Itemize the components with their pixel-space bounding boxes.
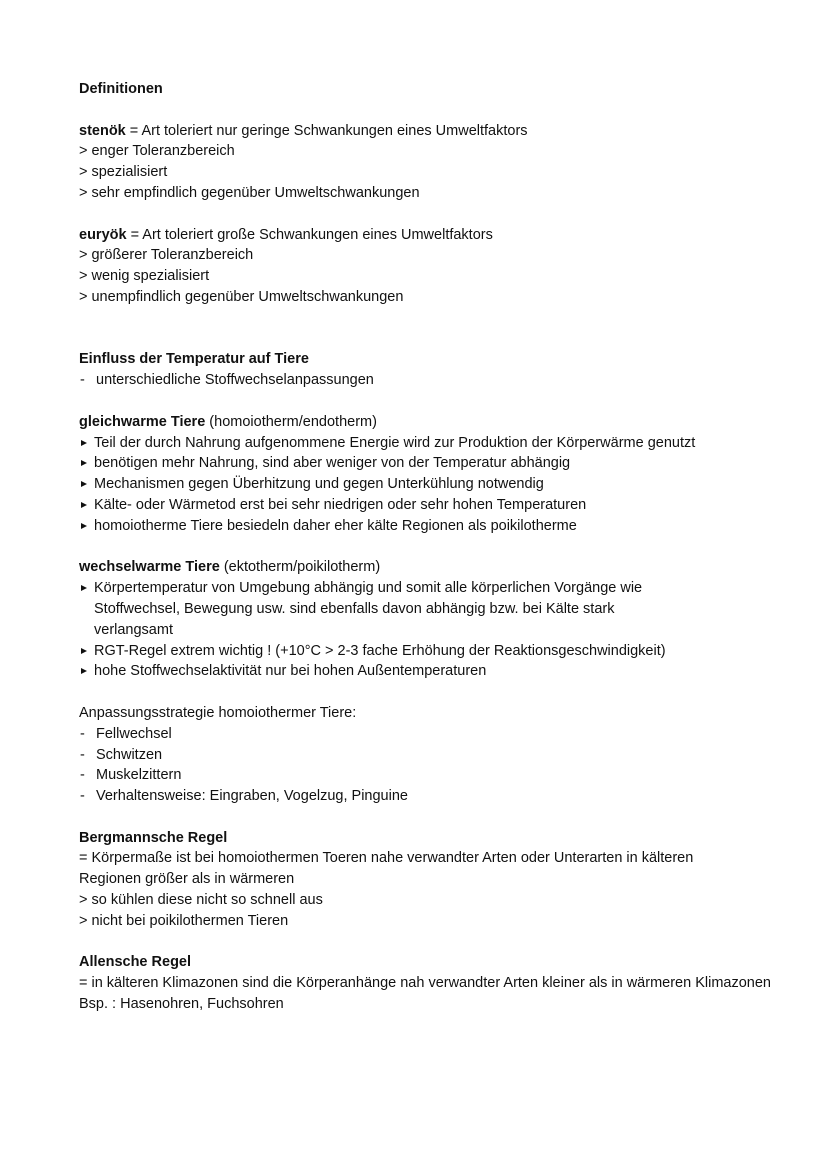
strategy-item: - Schwitzen bbox=[79, 745, 779, 766]
strategy-item: - Muskelzittern bbox=[79, 765, 779, 786]
triangle-bullet-icon bbox=[81, 440, 87, 446]
stenoek-point: > sehr empfindlich gegenüber Umweltschwankungen bbox=[79, 184, 420, 201]
homoiotherm-paren: (homoiotherm/endotherm) bbox=[205, 413, 377, 430]
triangle-bullet-icon bbox=[81, 523, 87, 529]
euryoek-point: > wenig spezialisiert bbox=[79, 268, 210, 285]
strategy-item: - Fellwechsel bbox=[79, 724, 779, 745]
homoiotherm-point: benötigen mehr Nahrung, sind aber weniger von der Temperatur abhängig bbox=[79, 453, 779, 474]
bergmann-heading: Bergmannsche Regel bbox=[79, 829, 228, 846]
temperature-intro bbox=[79, 370, 779, 391]
poikilotherm-heading bbox=[79, 557, 779, 578]
dash-bullet: - bbox=[80, 725, 85, 742]
stenoek-term: stenök bbox=[79, 122, 126, 139]
bergmann-point: > nicht bei poikilothermen Tieren bbox=[79, 912, 289, 929]
temperature-intro-text: unterschiedliche Stoffwechselanpassungen bbox=[96, 372, 374, 389]
euryoek-point: > unempfindlich gegenüber Umweltschwankungen bbox=[79, 288, 404, 305]
triangle-bullet-icon bbox=[81, 668, 87, 674]
triangle-bullet-icon bbox=[81, 460, 87, 466]
stenoek-point: > spezialisiert bbox=[79, 164, 168, 181]
homoiotherm-heading bbox=[79, 412, 779, 433]
bergmann-definition: = Körpermaße ist bei homoiothermen Toeren nahe verwandter Arten oder Unterarten in kälteren Regionen größer als in wärmeren bbox=[79, 850, 694, 888]
homoiotherm-point: Teil der durch Nahrung aufgenommene Energie wird zur Produktion der Körperwärme genutzt bbox=[79, 433, 779, 454]
allen-example: Bsp. : Hasenohren, Fuchsohren bbox=[79, 996, 284, 1013]
poikilotherm-point: RGT-Regel extrem wichtig ! (+10°C > 2-3 fache Erhöhung der Reaktionsgeschwindigkeit) bbox=[79, 641, 779, 662]
bergmann-point: > so kühlen diese nicht so schnell aus bbox=[79, 892, 323, 909]
allen-heading: Allensche Regel bbox=[79, 954, 192, 971]
dash-bullet: - bbox=[80, 372, 85, 389]
homoiotherm-point: homoiotherme Tiere besiedeln daher eher kälte Regionen als poikilotherme bbox=[79, 516, 779, 537]
stenoek-text: = Art toleriert nur geringe Schwankungen eines Umweltfaktors bbox=[125, 122, 528, 139]
triangle-bullet-icon bbox=[81, 502, 87, 508]
strategy-item: - Verhaltensweise: Eingraben, Vogelzug, Pinguine bbox=[79, 786, 779, 807]
euryoek-text: = Art toleriert große Schwankungen eines Umweltfaktors bbox=[126, 226, 493, 243]
stenoek-point: > enger Toleranzbereich bbox=[79, 143, 235, 160]
dash-bullet: - bbox=[80, 788, 85, 805]
euryoek-term: euryök bbox=[79, 226, 127, 243]
allen-definition: = in kälteren Klimazonen sind die Körperanhänge nah verwandter Arten kleiner als in wärmeren Klimazonen bbox=[79, 975, 771, 992]
poikilotherm-term: wechselwarme Tiere bbox=[79, 559, 220, 576]
homoiotherm-point: Mechanismen gegen Überhitzung und gegen Unterkühlung notwendig bbox=[79, 474, 779, 495]
dash-bullet: - bbox=[80, 746, 85, 763]
strategy-heading: Anpassungsstrategie homoiothermer Tiere: bbox=[79, 704, 357, 721]
euryoek-definition bbox=[79, 225, 779, 246]
temperature-heading: Einfluss der Temperatur auf Tiere bbox=[79, 351, 309, 368]
triangle-bullet-icon bbox=[81, 648, 87, 654]
poikilotherm-point: hohe Stoffwechselaktivität nur bei hohen Außentemperaturen bbox=[79, 661, 779, 682]
homoiotherm-term: gleichwarme Tiere bbox=[79, 413, 206, 430]
definitions-heading: Definitionen bbox=[79, 81, 163, 97]
triangle-bullet-icon bbox=[81, 585, 87, 591]
euryoek-point: > größerer Toleranzbereich bbox=[79, 247, 254, 264]
homoiotherm-point: Kälte- oder Wärmetod erst bei sehr niedrigen oder sehr hohen Temperaturen bbox=[79, 495, 779, 516]
dash-bullet: - bbox=[80, 767, 85, 784]
stenoek-definition bbox=[79, 121, 779, 142]
poikilotherm-point: Körpertemperatur von Umgebung abhängig und somit alle körperlichen Vorgänge wie Stoffwechsel, Bewegung usw. sind ebenfalls davon abhängig bzw. bei Kälte stark verlangsamt bbox=[79, 578, 779, 640]
triangle-bullet-icon bbox=[81, 481, 87, 487]
poikilotherm-paren: (ektotherm/poikilotherm) bbox=[219, 559, 381, 576]
document-page bbox=[79, 79, 779, 1015]
